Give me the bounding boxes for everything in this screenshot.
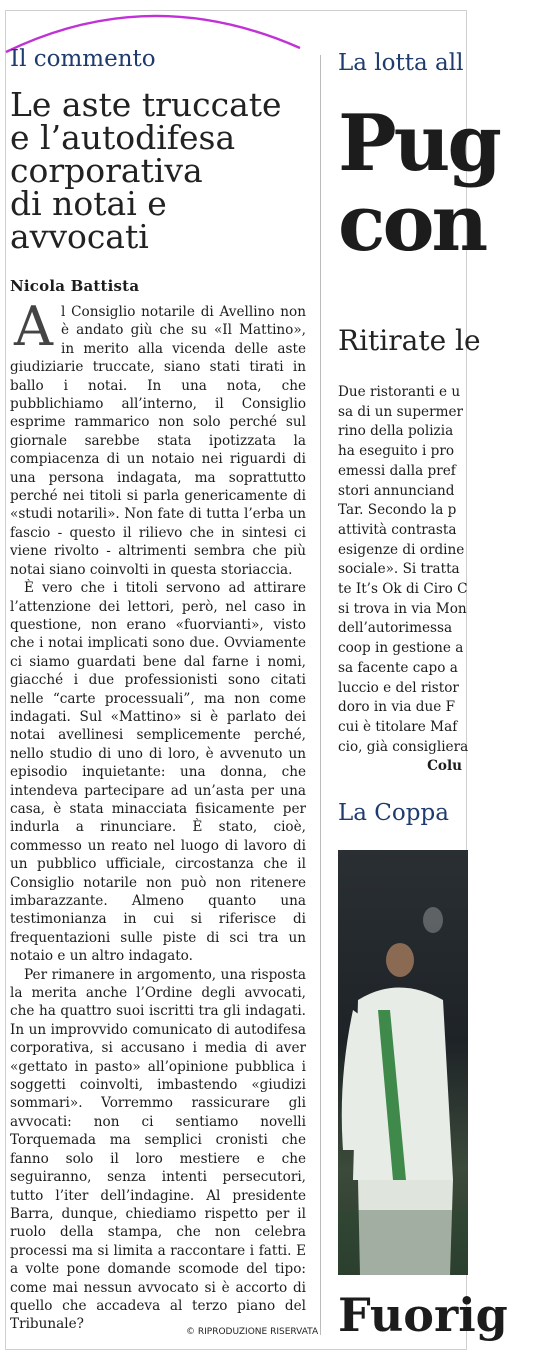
adjacent-body-line: cui è titolare Maf [338,718,458,735]
adjacent-headline [338,98,499,269]
adjacent-body-line: emessi dalla pref [338,462,456,479]
adjacent-subtitle: Ritirate le [338,324,481,357]
section-kicker: Il commento [10,46,156,72]
paragraph-text: l Consiglio notarile di Avellino non è andato giù che su «Il Mattino», in merito alla vicenda delle aste giudiziarie truccate, siano stati tirati in ballo i notai. In una nota, che pubblichiamo all’interno, il Consiglio esprime rammarico non solo perché sul giornale sarebbe stata ipotizzata la compiacenza di un notaio nei riguardi di una persona indagata, ma soprattutto perché nei titoli si parla genericamente di «studi notarili». Non fate di tutta l’erba un fascio - questo il rilievo che in sintesi ci viene rivolto - altrimenti sembra che più notai siano coinvolti in questa storiaccia. [10,304,306,578]
headline [10,85,306,256]
adjacent-headline-line: Pug [338,98,499,189]
adjacent-body-line: sociale». Si tratta [338,561,460,578]
adjacent-kicker-2: La Coppa [338,800,449,826]
player-illustration [338,850,468,1275]
adjacent-body-line: dell’autorimessa [338,620,453,637]
author-byline: Nicola Battista [10,277,140,295]
drop-cap: A [14,295,53,358]
adjacent-body [338,383,538,777]
adjacent-body-line: sa di un supermer [338,403,464,420]
adjacent-headline-line: con [338,178,486,269]
adjacent-body-line: te It’s Ok di Ciro C [338,581,468,598]
adjacent-article-column [321,0,508,1355]
sports-photo [338,850,468,1275]
adjacent-body-line: sa facente capo a [338,659,458,676]
adjacent-body-line: esigenze di ordine [338,541,465,558]
adjacent-body-line: coop in gestione a [338,640,464,657]
article-paragraph: È vero che i titoli servono ad attirare l’attenzione dei lettori, però, nel caso in questione, non erano «fuorvianti», visto che i notai implicati sono due. Ovviamente ci siamo guardati bene dal farne i nomi, giacché i due professionisti sono citati nelle “carte processuali”, ma non come indagati. Sul «Mattino» si è parlato dei notai avellinesi semplicemente perché, nello studio di uno di loro, è avvenuto un episodio inquietante: una donna, che intendeva partecipare ad un’asta per una casa, è stata minacciata fisicamente per indurla a rinunciare. È stato, cioè, commesso un reato nel luogo di lavoro di un pubblico ufficiale, circostanza che il Consiglio notarile non può non ritenere imbarazzante. Almeno quanto una testimonianza in cui si riferisce di frequentazioni sulle piste di sci tra un notaio e un altro indagato. [10,580,306,965]
adjacent-body-line: Due ristoranti e u [338,384,461,400]
headline-line: corporativa [10,151,203,190]
headline-line: e l’autodifesa [10,118,236,157]
adjacent-body-line: si trova in via Mon [338,600,467,617]
adjacent-kicker: La lotta all [338,50,464,76]
article-paragraph [10,295,306,579]
adjacent-headline-2: Fuorig [338,1288,508,1342]
adjacent-body-line: cio, già consigliera [338,738,469,755]
headline-line: di notai e avvocati [10,184,167,256]
article-paragraph: Per rimanere in argomento, una risposta la merita anche l’Ordine degli avvocati, che ha quattro suoi iscritti tra gli indagati. In un improvvido comunicato di autodifesa corporativa, si accusano i media di aver «gettato in pasto» all’opinione pubblica i soggetti coinvolti, imbastendo «giudizi sommari». Vorremmo rassicurare gli avvocati: non ci sentiamo novelli Torquemada ma semplici cronisti che fanno solo il loro mestiere e che seguiranno, senza intenti persecutori, tutto l’iter dell’indagine. Al presidente Barra, dunque, chiediamo rispetto per il ruolo della stampa, che non celebra processi ma si limita a raccontare i fatti. E a volte pone domande scomode del tipo: come mai nessun avvocato si è accorto di quello che accadeva al terzo piano del Tribunale? [10,966,306,1333]
adjacent-body-line: stori annunciand [338,482,455,499]
commento-header [10,44,306,295]
adjacent-body-line: doro in via due F [338,699,456,716]
article-body [10,295,306,1334]
adjacent-body-line: attività contrasta [338,521,457,538]
adjacent-body-line: Tar. Secondo la p [338,502,457,519]
adjacent-body-line: rino della polizia [338,423,454,440]
adjacent-body-line: ha eseguito i pro [338,443,455,460]
adjacent-body-line: luccio e del ristor [338,679,459,696]
adjacent-signature: Colu [427,758,462,775]
copyright-notice: © RIPRODUZIONE RISERVATA [186,1327,319,1337]
headline-line: Le aste truccate [10,85,282,124]
